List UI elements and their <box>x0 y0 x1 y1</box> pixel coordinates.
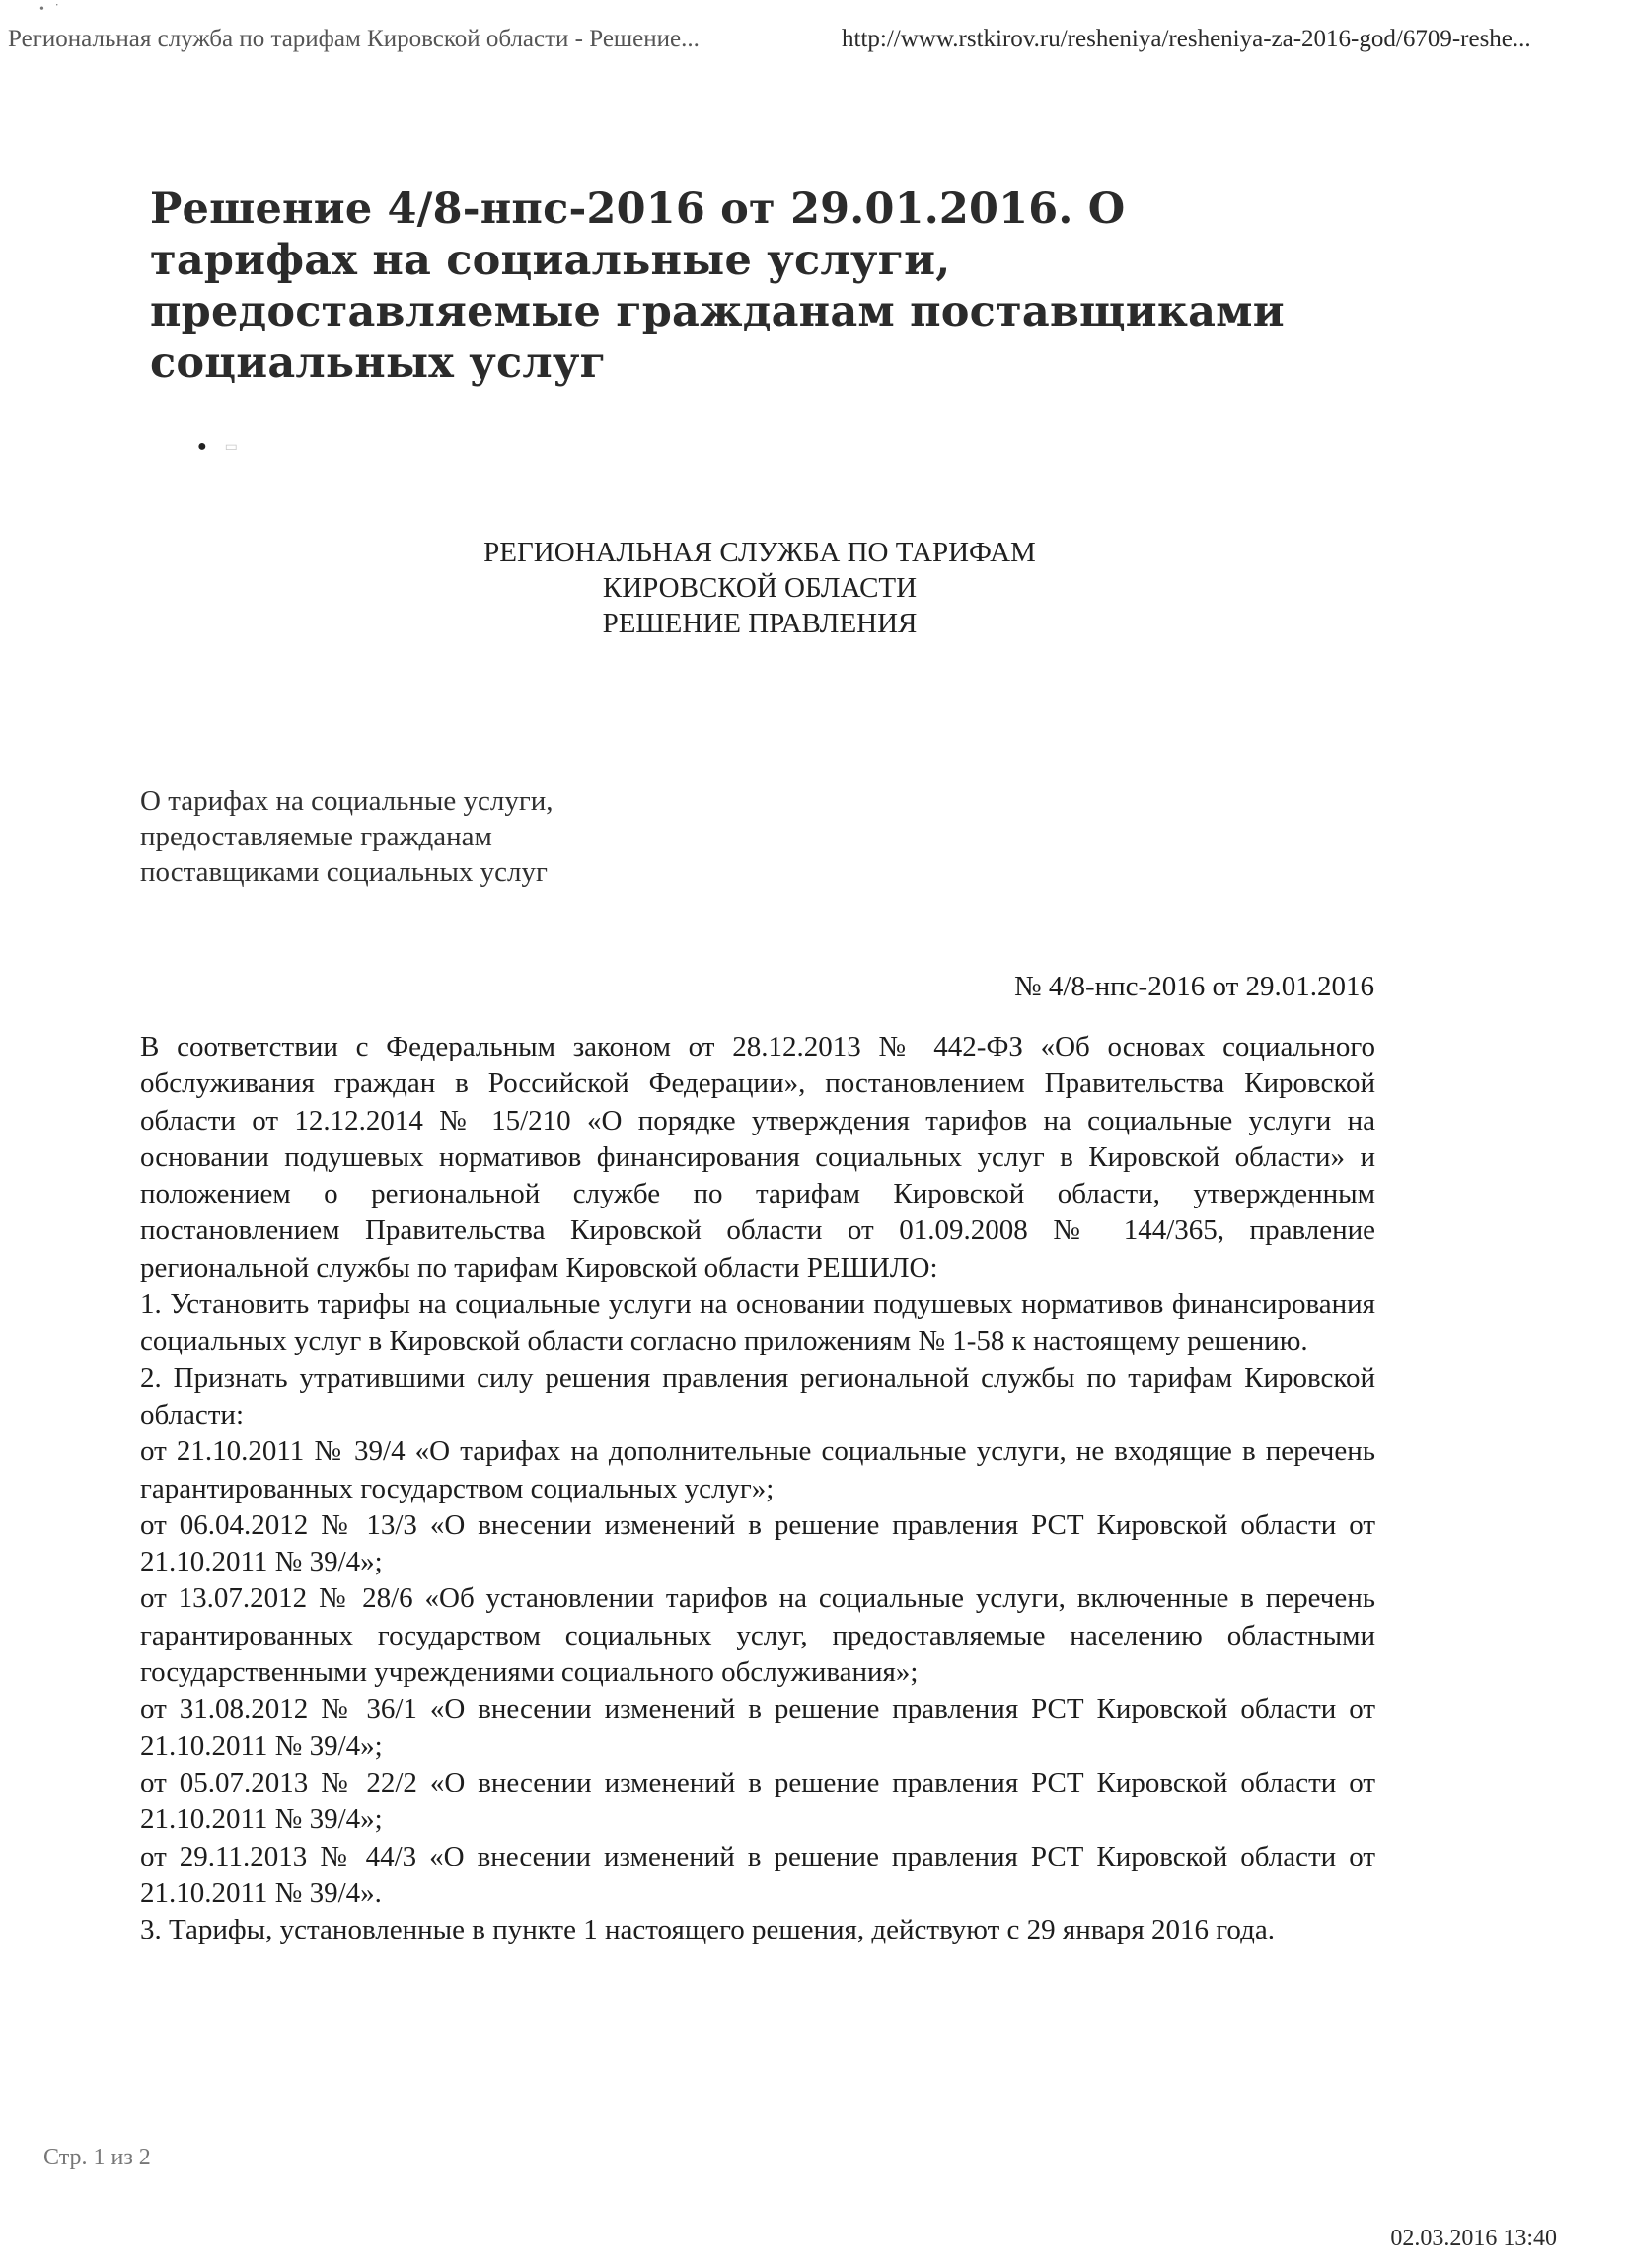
page-count: Стр. 1 из 2 <box>43 2145 151 2170</box>
subject-block <box>140 783 772 890</box>
page-title: Решение 4/8-нпс-2016 от 29.01.2016. О тарифах на социальные услуги, предоставляемые гражданам поставщиками социальных услуг <box>150 184 1285 388</box>
authority-line: РЕШЕНИЕ ПРАВЛЕНИЯ <box>602 608 918 639</box>
clause-2: 2. Признать утратившими силу решения правления региональной службы по тарифам Кировской области: <box>140 1361 1375 1430</box>
repealed-decision: от 06.04.2012 № 13/3 «О внесении изменений в решение правления РСТ Кировской области от 21.10.2011 № 39/4»; <box>140 1508 1375 1578</box>
print-timestamp: 02.03.2016 13:40 <box>1390 2226 1557 2251</box>
authority-line: КИРОВСКОЙ ОБЛАСТИ <box>602 572 918 604</box>
authority-block <box>434 535 1085 641</box>
decision-number: № 4/8-нпс-2016 от 29.01.2016 <box>1014 971 1374 1002</box>
subject-line: поставщиками социальных услуг <box>140 856 548 888</box>
document-body <box>140 1029 1375 1948</box>
preamble-paragraph: В соответствии с Федеральным законом от 28.12.2013 № 442-ФЗ «Об основах социального обслуживания граждан в Российской Федерации», постановлением Правительства Кировской области от 12.12.2014 № 15/210 «О порядке утверждения тарифов на социальные услуги на основании подушевых нормативов финансирования социальных услуг в Кировской области» и положением о региональной службе по тарифам Кировской области, утвержденным постановлением Правительства Кировской области от 01.09.2008 № 144/365, правление региональной службы по тарифам Кировской области РЕШИЛО: <box>140 1031 1375 1283</box>
clause-3: 3. Тарифы, установленные в пункте 1 настоящего решения, действуют с 29 января 2016 года. <box>140 1914 1275 1946</box>
print-header-title: Региональная служба по тарифам Кировской области - Решение... <box>8 26 700 52</box>
repealed-decision: от 21.10.2011 № 39/4 «О тарифах на дополнительные социальные услуги, не входящие в перечень гарантированных государством социальных услуг»; <box>140 1435 1375 1504</box>
repealed-decision: от 05.07.2013 № 22/2 «О внесении изменений в решение правления РСТ Кировской области от 21.10.2011 № 39/4»; <box>140 1766 1375 1836</box>
repealed-decision: от 13.07.2012 № 28/6 «Об установлении тарифов на социальные услуги, включенные в перечень гарантированных государством социальных услуг, предоставляемые населению областными государственными учреждениями социального обслуживания»; <box>140 1582 1375 1689</box>
subject-line: предоставляемые гражданам <box>140 821 492 852</box>
print-header-url[interactable]: http://www.rstkirov.ru/resheniya/resheniya-za-2016-god/6709-reshe... <box>842 26 1531 52</box>
repealed-decision: от 31.08.2012 № 36/1 «О внесении изменений в решение правления РСТ Кировской области от 21.10.2011 № 39/4»; <box>140 1693 1375 1762</box>
authority-line: РЕГИОНАЛЬНАЯ СЛУЖБА ПО ТАРИФАМ <box>483 537 1036 568</box>
clause-1: 1. Установить тарифы на социальные услуги на основании подушевых нормативов финансирования социальных услуг в Кировской области согласно приложениям № 1-58 к настоящему решению. <box>140 1288 1375 1357</box>
scan-artifact: • ˙ <box>39 2 60 17</box>
subject-line: О тарифах на социальные услуги, <box>140 785 554 817</box>
print-header <box>8 26 1596 61</box>
repealed-decision: от 29.11.2013 № 44/3 «О внесении изменений в решение правления РСТ Кировской области от 21.10.2011 № 39/4». <box>140 1840 1375 1909</box>
bullet-icon: ● ▭ <box>197 438 238 455</box>
